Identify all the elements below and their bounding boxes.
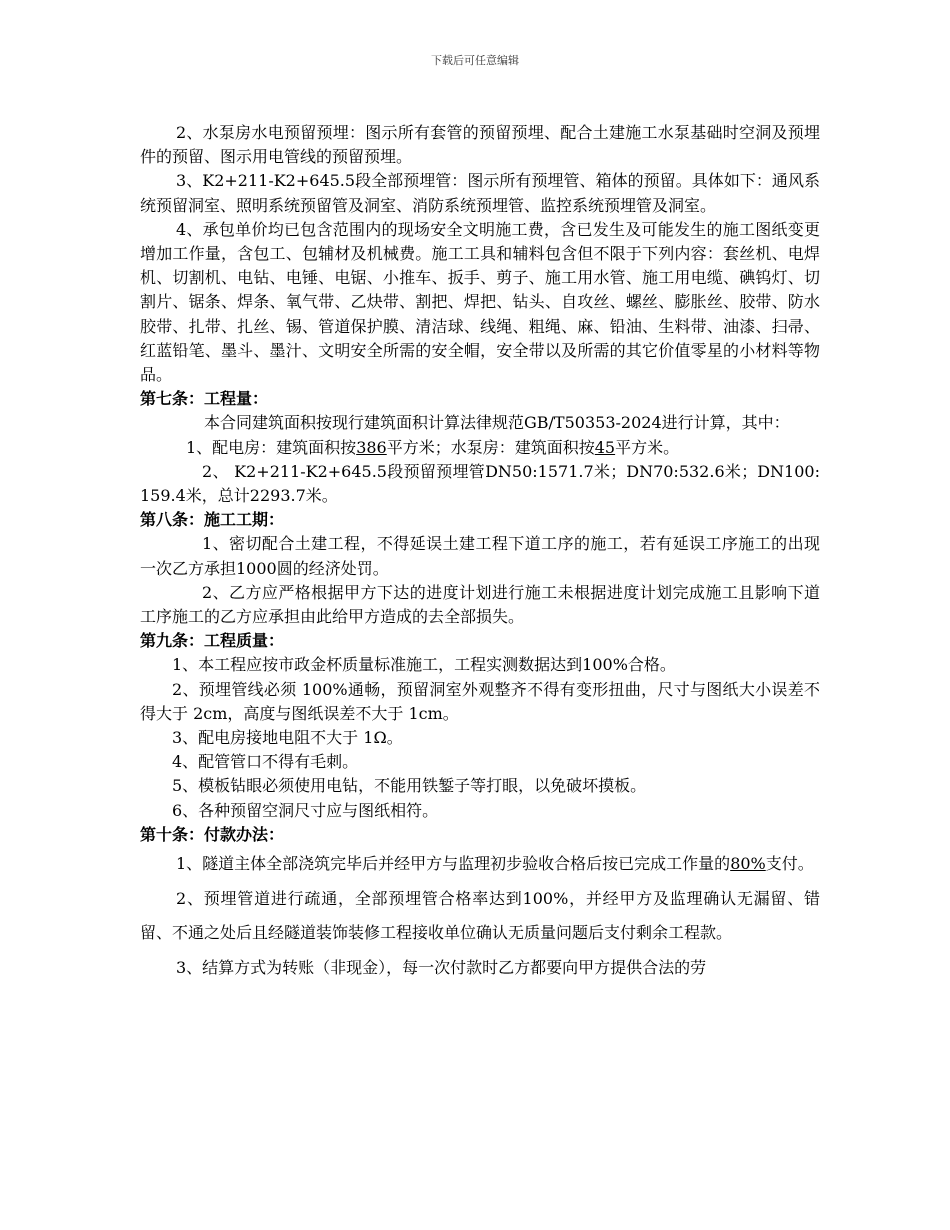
section-8-item-1: 1、密切配合土建工程，不得延误土建工程下道工序的施工，若有延误工序施工的出现一次乙方承担1000圆的经济处罚。 <box>140 534 820 578</box>
paragraph-embedded-pipes: 3、K2+211-K2+645.5段全部预埋管：图示所有预埋管、箱体的预留。具体如下：通风系统预留洞室、照明系统预留管及洞室、消防系统预埋管、监控系统预埋管及洞室。 <box>140 171 820 215</box>
section-9-item-4: 4、配管管口不得有毛刺。 <box>172 752 359 772</box>
section-10-item-1: 1、隧道主体全部浇筑完毕后并经甲方与监理初步验收合格后按已完成工作量的80%支付。 <box>176 854 814 874</box>
paragraph-unit-price: 4、承包单价均已包含范围内的现场安全文明施工费，含已发生及可能发生的施工图纸变更增加工作量，含包工、包辅材及机械费。施工工具和辅料包含但不限于下列内容：套丝机、电焊机、切割机、电钻、电锤、电锯、小推车、扳手、剪子、施工用水管、施工用电缆、碘钨灯、切割片、锯条、焊条、氧气带、乙炔带、割把、焊把、钻头、自攻丝、螺丝、膨胀丝、胶带、防水胶带、扎带、扎丝、锡、管道保护膜、清洁球、线绳、粗绳、麻、铅油、生料带、油漆、扫帚、红蓝铅笔、墨斗、墨汁、文明安全所需的安全帽，安全带以及所需的其它价值零星的小材料等物品。 <box>140 219 820 385</box>
section-9-title: 第九条：工程质量： <box>140 631 285 651</box>
section-8-item-2: 2、乙方应严格根据甲方下达的进度计划进行施工未根据进度计划完成施工且影响下道工序施工的乙方应承担由此给甲方造成的去全部损失。 <box>140 582 820 627</box>
section-9-item-5: 5、模板钻眼必须使用电钻，不能用铁錾子等打眼，以免破坏摸板。 <box>172 776 647 796</box>
section-7-item-2: 2、 K2+211-K2+645.5段预留预埋管DN50:1571.7米；DN70:532.6米；DN100:159.4米，总计2293.7米。 <box>140 461 820 506</box>
section-9-item-3: 3、配电房接地电阻不大于 1Ω。 <box>172 728 403 748</box>
document-body <box>140 121 820 985</box>
section-10-item-3: 3、结算方式为转账（非现金），每一次付款时乙方都要向甲方提供合法的劳 <box>176 957 707 977</box>
distribution-room-area: 386 <box>356 437 387 457</box>
paragraph-water-pump-room: 2、水泵房水电预留预埋：图示所有套管的预留预埋、配合土建施工水泵基础时空洞及预埋件的预留、图示用电管线的预留预埋。 <box>140 123 820 167</box>
section-9-item-1: 1、本工程应按市政金杯质量标准施工，工程实测数据达到100%合格。 <box>172 655 676 675</box>
payment-percentage: 80% <box>730 854 766 874</box>
section-9-item-6: 6、各种预留空洞尺寸应与图纸相符。 <box>172 800 439 820</box>
section-10-item-2: 2、预埋管道进行疏通，全部预埋管合格率达到100%，并经甲方及监理确认无漏留、错留、不通之处后且经隧道装饰装修工程接收单位确认无质量问题后支付剩余工程款。 <box>140 888 820 943</box>
section-7-item-1: 1、配电房：建筑面积按386平方米；水泵房：建筑面积按45平方米。 <box>186 437 680 457</box>
section-7-intro: 本合同建筑面积按现行建筑面积计算法律规范GB/T50353-2024进行计算，其中： <box>204 413 790 433</box>
section-9-item-2: 2、预埋管线必须 100%通畅，预留洞室外观整齐不得有变形扭曲，尺寸与图纸大小误差不得大于 2cm，高度与图纸误差不大于 1cm。 <box>140 679 820 723</box>
section-7-title: 第七条：工程量： <box>140 389 269 409</box>
section-8-title: 第八条：施工工期： <box>140 510 285 530</box>
pump-room-area: 45 <box>594 437 616 457</box>
page-header: 下载后可任意编辑 <box>431 54 519 67</box>
section-10-title: 第十条：付款办法： <box>140 824 285 844</box>
